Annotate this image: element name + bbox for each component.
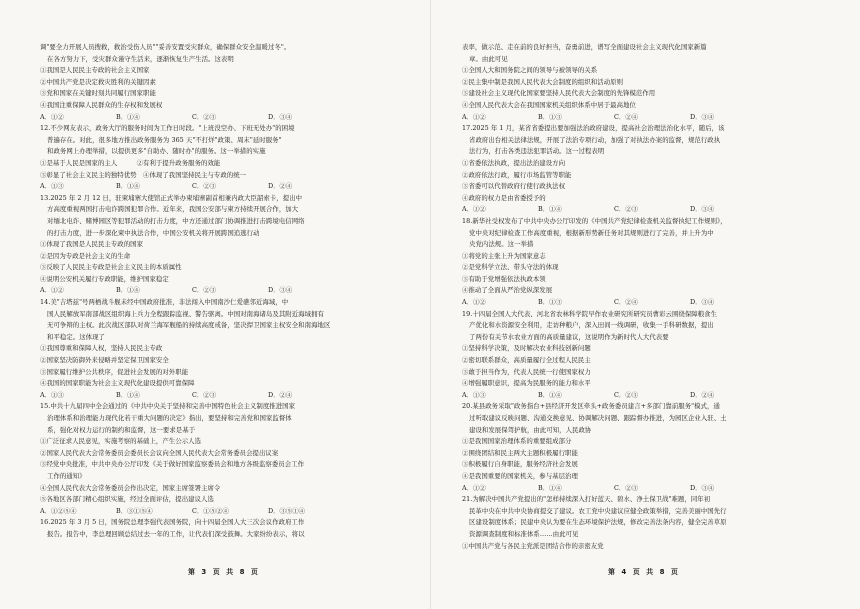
- text-line: ①将党的主张上升为国家意志: [462, 251, 546, 260]
- text-line: ④说明公安机关履行专政职能，维护国家稳定: [40, 274, 169, 283]
- text-line: ①是我国国家治理体系的重要组成部分: [462, 437, 572, 446]
- text-line: 方高度重视两国打击电诈跨国犯罪合作。近年来，我国公安部与柬方持续开展合作，加大: [47, 205, 299, 214]
- text-line: 在各方努力下，受灾群众谨守生活来，逐渐恢复生产生活。这表明: [47, 54, 234, 63]
- text-line: 法行为，打击各类违法犯罪活动。这一过程表明: [469, 147, 605, 156]
- answer-options: [40, 390, 425, 402]
- text-line: ①坚持科学决策，及时解决农业科技创新问题: [462, 344, 591, 353]
- text-line: 章。由此可见: [469, 54, 508, 63]
- text-line: 区建设制度体系；民建中央认为要在生态环境保护法规，修改完善法条内容，健全完善草原: [469, 518, 727, 527]
- text-line: 建设和发展保驾护航，由此可知，人民政协: [469, 425, 592, 434]
- answer-options: [40, 506, 425, 518]
- text-line: 20.某县政务采取"政务指台+县经济开发区牵头+政务委员建言+多部门靠前服务"模式，通: [462, 402, 720, 411]
- answer-option: B．①③: [538, 298, 562, 307]
- page-number-left: 第 3 页 共 8 页: [188, 568, 260, 576]
- left-column: [40, 42, 425, 541]
- text-line: 和平稳定。这体现了: [47, 332, 105, 341]
- page-fold-divider: [430, 0, 431, 609]
- answer-option: A．①②: [462, 298, 486, 307]
- text-line: ①中国共产党与各民主党派是团结合作的亲密友党: [462, 541, 604, 550]
- text-line: ②民主集中制是我国人民代表大会制度的组织和活动原则: [462, 77, 624, 86]
- text-line: ②中国共产党是决定救灾胜利的关键因素: [40, 77, 156, 86]
- right-column: [462, 42, 847, 552]
- answer-option: D．②④: [690, 390, 715, 399]
- answer-option: C．②③: [192, 182, 217, 191]
- answer-option: A．①②: [40, 286, 64, 295]
- text-line: 调"要全力开展人员搜救，救治受伤人员""妥善安置受灾群众，确保群众安全温暖过冬"。: [40, 43, 291, 51]
- text-line: 工作的通知》: [47, 471, 86, 480]
- answer-options: [462, 390, 847, 402]
- text-line: ④增强履职意识，提高为民服务的能力和水平: [462, 379, 591, 388]
- answer-option: D．③④: [268, 286, 293, 295]
- text-line: 过听取建议反映问题、沟通交换意见、协调解决问题、跟踪督办推进，为园区企业入驻、土: [469, 414, 727, 422]
- text-line: 对缅北电诈、赌博园区等犯罪活动的打击力度，中方还通过部门协调推进打击跨境电信网络: [47, 216, 305, 225]
- text-line: ①省委依法执政，提出法治建设方向: [462, 158, 566, 167]
- answer-option: D．③④: [690, 483, 715, 492]
- text-line: ④全国人民代表大会常务委员会作出决定，国家主席签署主席令: [40, 483, 221, 492]
- text-line: ③国家履行维护公共秩序，促进社会发展的对外职能: [40, 367, 189, 376]
- text-line: ②是党科学立法、带头守法的体现: [462, 263, 559, 272]
- text-line: 18.新华社受权发布了中共中央办公厅印发的《中国共产党纪律检查机关监督执纪工作规则》，: [462, 216, 727, 225]
- text-line: 产优化和水资源安全利用，走访种粮户，深入田间一线调研，收集一手科研数据，提出: [469, 321, 714, 330]
- answer-option: C．②③: [614, 205, 639, 214]
- page-number-right: 第 4 页 共 8 页: [608, 568, 680, 576]
- answer-option: C．②③: [192, 390, 217, 399]
- text-line: 表率，做示范、走在前的良好担当，奋勇前进，谱写全面建设社会主义现代化国家新篇: [462, 43, 707, 51]
- answer-option: D．②④: [268, 182, 293, 191]
- answer-option: D．③④: [690, 205, 715, 214]
- answer-option: B．③①⑤④: [116, 506, 153, 515]
- text-line: ②国家人民代表大会常务委员会委员长会议向全国人民代表大会常务委员会提出议案: [40, 448, 279, 457]
- answer-option: C．②③: [192, 112, 217, 121]
- text-line: 国人民解放军南部战区组织海上兵力全程跟踪监视、警告驱离。中国对南海诸岛及其附近海域拥有: [47, 309, 324, 318]
- text-line: ③党和国家在关键时刻共同履行国家职能: [40, 89, 156, 98]
- text-line: 了两份有关节水农业方面的高质量建议，这说明作为新时代人大代表要: [469, 332, 669, 341]
- answer-option: A．①③: [462, 390, 486, 399]
- answer-options: [40, 285, 425, 297]
- text-line: 17.2025 年 1 月，某省省委提出要加强法治政府建设，提高社会治理法治化水平，随后，该: [462, 124, 725, 133]
- text-line: 报告。报告中，李总理回顾总结过去一年的工作，让代表们深受鼓舞。大家纷纷表示，将以: [47, 529, 305, 538]
- answer-option: B．①④: [538, 390, 562, 399]
- text-line: ②国家坚决防御外来侵略并坚定保卫国家安全: [40, 356, 169, 365]
- text-line: 21.为解决中国共产党提出的"怎样持续深入打好蓝天、碧水、净土保卫战"难题，同年初: [462, 495, 711, 504]
- text-line: ③经党中央批准，中共中央办公厅印发《关于做好国家监察委员会和地方各级监察委员会工作: [40, 460, 305, 469]
- answer-option: A．①②: [462, 112, 486, 121]
- text-line: 省政府出台相关法律法规，开展了法治专项行动，加强了对执法办案的监督，规范行政执: [469, 135, 721, 144]
- answer-option: C．②④: [614, 298, 639, 307]
- text-line: ③反映了人民民主专政是社会主义民主的本质属性: [40, 263, 182, 272]
- text-line: ③有助于党增强依法执政本领: [462, 274, 546, 283]
- answer-option: C．②④: [614, 112, 639, 121]
- answer-options: [462, 112, 847, 124]
- answer-option: A．①③: [40, 182, 64, 191]
- text-line: 系，强化对权力运行的制约和监督，这一要求是基于: [47, 425, 196, 434]
- text-line: 16.2025 年 3 月 5 日，国务院总理李强代表国务院，向十四届全国人大三次会议作政府工作: [40, 518, 305, 527]
- text-line: ②围绕团结和民主两大主题积极履行职能: [462, 448, 578, 457]
- text-line: 普遍存在。对此，很多地方推出政务服务为 365 天"不打烊"政策、周末"延时服务": [47, 135, 282, 144]
- answer-options: [462, 297, 847, 309]
- answer-option: B．①④: [538, 483, 562, 492]
- text-line: ①我国是人民民主专政的社会主义国家: [40, 66, 150, 75]
- text-line: 和政务网上办理举措，以提供更多"自助办、随时办"的服务。这一举措的实施: [47, 147, 266, 156]
- text-line: 民革中央在中共中央协商提交了建议。农工党中央建议应健全政策举措，完善美丽中国先行: [469, 506, 727, 515]
- text-line: ②政府依法行政，履行市场监管等职能: [462, 170, 572, 179]
- text-line: ⑤各地区各部门精心组织实施，经过全面评估，提出建议人选: [40, 495, 214, 504]
- text-line: 12.不少网友表示，政务大厅的服务时间为工作日时段。"上班没空办、下班无处办"的困境: [40, 124, 295, 133]
- text-line: 14.美"吉塔兹"号两栖战斗舰未经中国政府批准，非法闯入中国南沙仁爱礁邻近海域，中: [40, 298, 289, 307]
- text-line: ④我国的国家职能为社会主义现代化建设提供可靠保障: [40, 379, 195, 388]
- text-line: 党中央对纪律检查工作高度重视，根据新形势新任务对其规则进行了完善，并上升为中: [469, 228, 714, 237]
- text-line: 无可争辩的主权。此次战区部队对荷兰海军舰船的持续高度戒备，坚决捍卫国家主权安全和南海地区: [47, 321, 331, 330]
- text-line: 治理体系和治理能力现代化若干重大问题的决定》指出，要坚持和完善党和国家监督体: [47, 414, 292, 422]
- answer-options: [40, 112, 425, 124]
- answer-option: D．②④: [268, 390, 293, 399]
- text-line: ④全国人民代表大会在我国国家机关组织体系中居于最高地位: [462, 100, 636, 109]
- answer-option: D．③④: [690, 298, 715, 307]
- answer-option: B．①④: [116, 286, 140, 295]
- answer-option: A．①②: [462, 205, 486, 214]
- text-line: ③彰显了社会主义民主的独特优势 ④体现了我国坚持民主与专政的统一: [40, 170, 247, 179]
- text-line: ①全国人大和国务院之间的领导与被领导的关系: [462, 66, 598, 75]
- answer-option: C．②③: [192, 286, 217, 295]
- answer-option: A．①②: [40, 112, 64, 121]
- answer-option: D．③④: [690, 112, 715, 121]
- text-line: ③敢于担当作为，代表人民统一行使国家权力: [462, 367, 591, 376]
- answer-options: [40, 181, 425, 193]
- text-line: 的打击力度，进一步深化柬中执法合作，中国公安机关将开展跨国追逃行动: [47, 228, 260, 237]
- answer-option: A．①③: [40, 390, 64, 399]
- text-line: ①体现了我国是人民民主专政的国家: [40, 240, 144, 249]
- text-line: ①我国尊重和保障人权，坚持人民民主专政: [40, 344, 163, 353]
- text-line: ①是基于人民是国家的主人 ②有利于提升政务服务的效能: [40, 158, 221, 167]
- answer-option: B．①③: [538, 112, 562, 121]
- text-line: ④我国注重保障人民群众的生存权和发展权: [40, 100, 163, 109]
- text-line: ④是我国重要的国家机关，参与基层治理: [462, 471, 578, 480]
- answer-option: D．③⑤①④: [268, 506, 306, 515]
- text-line: ④政府的权力是由省委授予的: [462, 193, 546, 202]
- text-line: 19.十四届全国人大代表、河北省农林科学院早作农业研究所研究员曹彩云围绕保障粮食生: [462, 309, 718, 318]
- text-line: ④推动了全面从严治党纵深发展: [462, 286, 553, 295]
- answer-option: A．①②: [462, 483, 486, 492]
- text-line: 15.中共十九届四中全会通过的《中共中央关于坚持和完善中国特色社会主义制度推进国家: [40, 402, 296, 411]
- answer-option: A．①②⑤④: [40, 506, 77, 515]
- text-line: ③建设社会主义现代化国家要坚持人民代表大会制度的先锋模范作用: [462, 89, 656, 98]
- answer-option: B．①④: [116, 112, 140, 121]
- answer-option: C．①⑤②④: [192, 506, 229, 515]
- answer-options: [462, 483, 847, 495]
- text-line: ②是因为专政是社会主义的生命: [40, 251, 131, 260]
- text-line: 央党内法规。这一举措: [469, 240, 534, 249]
- text-line: ②密切联系群众，高质量履行全过程人民民主: [462, 356, 591, 365]
- answer-option: B．①④: [116, 182, 140, 191]
- answer-options: [462, 204, 847, 216]
- text-line: ③省委可以代替政府行使行政执法权: [462, 182, 566, 191]
- text-line: 13.2025 年 2 月 12 日，驻柬埔寨大使馆正式举办柬埔寨副首相兼内政大臣韶索卡，提出中: [40, 193, 303, 202]
- text-line: ①广泛征求人民意见，实施考察的基础上，产生公示人选: [40, 437, 202, 446]
- answer-option: C．②③: [614, 390, 639, 399]
- answer-option: B．①④: [538, 205, 562, 214]
- text-line: 资源调查制度和标准体系……由此可见: [469, 529, 579, 538]
- answer-option: D．③④: [268, 112, 293, 121]
- answer-option: C．②③: [614, 483, 639, 492]
- answer-option: B．①④: [116, 390, 140, 399]
- text-line: ③积极履行自身职能，服务经济社会发展: [462, 460, 578, 469]
